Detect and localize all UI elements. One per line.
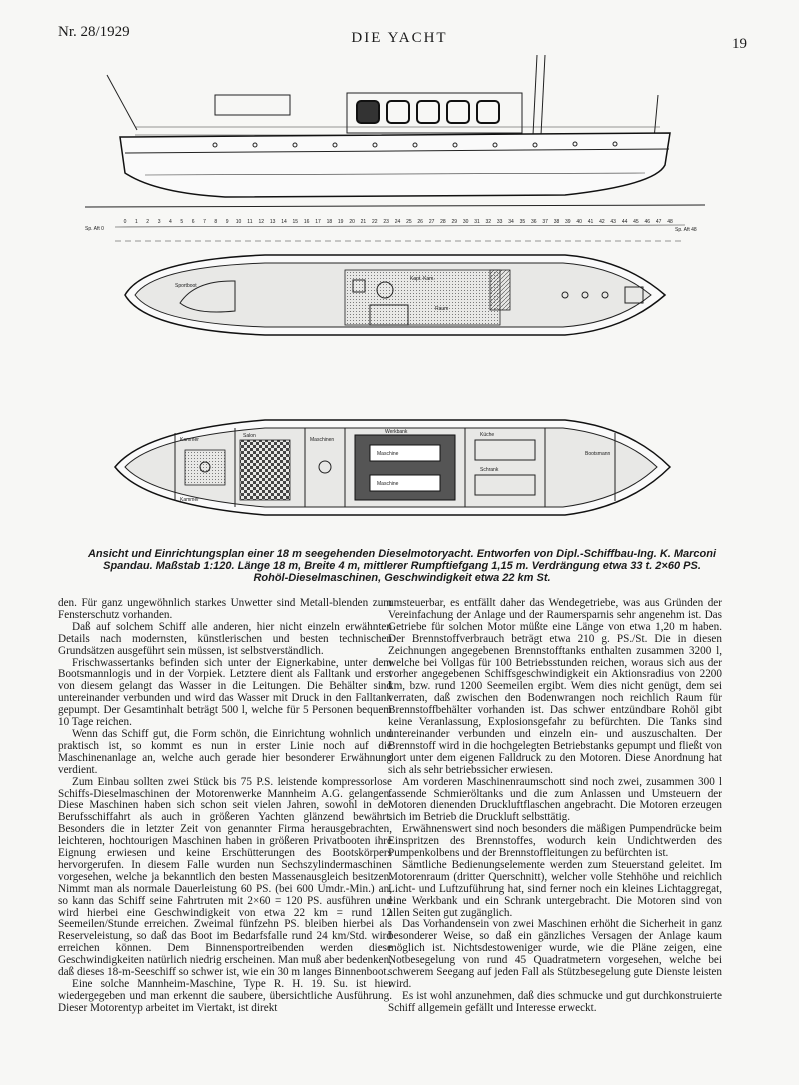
station-number: 37 — [542, 219, 548, 225]
paragraph: Wenn das Schiff gut, die Form schön, die Einrichtung wohnlich und praktisch ist, so kommt es nun in erster Linie noch auf die Maschinenanlage an, welche auch gerade hier besonderer Erwähnung verdient. — [58, 727, 392, 776]
station-number: 25 — [406, 219, 412, 225]
deck-label-2: Raum — [435, 306, 449, 312]
ship-drawing — [85, 55, 705, 550]
station-number: 41 — [587, 219, 594, 225]
station-number: 13 — [269, 219, 276, 225]
station-number: 21 — [360, 219, 367, 225]
station-number: 11 — [247, 219, 253, 225]
station-number: 45 — [633, 219, 639, 225]
station-number: 18 — [326, 219, 333, 225]
issue-number: Nr. 28/1929 — [58, 24, 130, 40]
lower-label-10: Schrank — [480, 467, 499, 473]
lower-label-4: Salon — [243, 433, 256, 439]
paragraph: Erwähnenswert sind noch besonders die mäßigen Pumpendrücke beim Einspritzen des Brennstoffes, wodurch kein Undichtwerden des Pumpenkolbens und der Brennstoffleitungen zu befürchten ist. — [388, 823, 722, 860]
station-number: 5 — [180, 219, 184, 225]
station-number: 36 — [531, 219, 537, 225]
station-number: 17 — [315, 219, 321, 225]
text-column-left — [58, 598, 392, 1015]
station-number: 48 — [667, 219, 673, 225]
deck-label-1: Kapt. Kam. — [410, 276, 435, 282]
paragraph: Am vorderen Maschinenraumschott sind noch zwei, zusammen 300 l fassende Schmieröltanks und die zum Anlassen und Umsteuern der Motoren dienenden Druckluftflaschen angebracht. Die Motoren erzeugen sich im Betrieb die Druckluft selbsttätig. — [388, 775, 722, 824]
lower-label-1: Kammer — [180, 437, 199, 443]
lower-label-8: Bootsmann — [585, 451, 611, 457]
side-elevation — [85, 55, 705, 241]
station-number: 22 — [372, 219, 378, 225]
station-number: 34 — [508, 219, 514, 225]
station-number: 29 — [451, 219, 458, 225]
station-number: 42 — [599, 219, 605, 225]
station-number: 28 — [440, 219, 446, 225]
station-number: 9 — [225, 219, 229, 225]
paragraph: umsteuerbar, es entfällt daher das Wendegetriebe, was aus Gründen der Vereinfachung der Anlage und der Raumersparnis sehr angenehm ist. Das Getriebe für solchen Motor müßte eine Länge von etwa 1,20 m haben. Der Brennstoffverbrauch beträgt etwa 210 g. PS./St. Die in diesen Zeichnungen angegebenen Brennstofftanks enthalten zusammen 3200 l, welche bei Vollgas für 100 Betriebsstunden reichen, woraus sich aus der vorher angegebenen Schiffsgeschwindigkeit ein Aktionsradius von 2200 km, bzw. rund 1200 Seemeilen ergibt. Wem dies nicht genügt, dem sei verraten, daß zwischen den Bodenwrangen noch reichlich Raum für Brennstoffbehälter vorhanden ist. Das schwer entzündbare Rohöl gibt keine Veranlassung, Explosionsgefahr zu befürchten. Die Tanks sind untereinander verbunden und einzeln ein- und auszuschalten. Der Brennstoff wird in die hochgelegten Betriebstanks gepumpt und fließt von dort unter dem eigenen Falldruck zu den Motoren. Diese Anordnung hat sich als sehr betriebssicher erwiesen. — [388, 597, 722, 776]
caption-line-2: Spandau. Maßstab 1:120. Länge 18 m, Breite 4 m, mittlerer Rumpftiefgang 1,15 m. Verdrängung etwa 33 t. 2×60 PS. — [103, 560, 701, 572]
figure-caption — [62, 548, 742, 584]
lower-label-3: Maschinen — [310, 437, 335, 443]
station-number: 40 — [576, 219, 582, 225]
station-label-aft: Sp. Aft 0 — [85, 226, 104, 232]
paragraph: Das Vorhandensein von zwei Maschinen erhöht die Sicherheit in ganz besonderer Weise, so daß ein gänzliches Versagen der Anlage kaum möglich ist. Nichtsdestoweniger wurde, wie die Pläne zeigen, eine Notbesegelung von rund 45 Quadratmetern vorgesehen, welche bei schwerem Seegang auf jeden Fall als Stützbesegelung gute Dienste leisten wird. — [388, 918, 722, 990]
station-number: 10 — [235, 219, 242, 225]
caption-line-1: Ansicht und Einrichtungsplan einer 18 m seegehenden Dieselmotoryacht. Entworfen von Dipl.-Schiffbau-Ing. K. Marconi — [87, 548, 717, 560]
station-number: 26 — [417, 219, 423, 225]
station-number: 47 — [655, 219, 662, 225]
paragraph: Es ist wohl anzunehmen, daß dies schmucke und gut durchkonstruierte Schiff allgemein gefällt und Interesse erweckt. — [388, 989, 722, 1014]
station-number: 16 — [303, 219, 310, 225]
station-number: 3 — [157, 219, 161, 225]
station-label-fwd: Sp. Aft 48 — [675, 227, 697, 233]
station-number: 15 — [292, 219, 299, 225]
station-number: 2 — [146, 219, 150, 225]
lower-label-9: Küche — [480, 432, 495, 438]
station-number: 33 — [496, 219, 503, 225]
station-number: 20 — [349, 219, 355, 225]
lower-label-2: Kammer — [180, 497, 199, 503]
ship-plan-svg — [85, 55, 705, 545]
station-number: 35 — [519, 219, 526, 225]
station-number: 39 — [565, 219, 571, 225]
paragraph: Frischwassertanks befinden sich unter der Eignerkabine, unter dem Bootsmannlogis und in der Vorpiek. Letztere dient als Falltank und erst von diesem gelangt das Wasser in die Leitungen. Die Behälter sind untereinander verbunden und wird das Wasser mit Druck in den Falltank gepumpt. Der Gesamtinhalt beträgt 500 l, welche für 5 Personen bequem 10 Tage reichen. — [58, 656, 392, 729]
lower-label-5: Maschine — [377, 451, 399, 457]
station-number: 30 — [462, 219, 469, 225]
page-number: 19 — [732, 36, 747, 52]
station-number: 23 — [383, 219, 389, 225]
lower-label-6: Maschine — [377, 481, 399, 487]
paragraph: Daß auf solchem Schiff alle anderen, hier nicht einzeln erwähnten Details nach modernsten, künstlerischen und besten technischen Grundsätzen ausgeführt sein müssen, ist selbstverständlich. — [58, 620, 392, 657]
station-number: 38 — [553, 219, 560, 225]
station-number: 44 — [621, 219, 628, 225]
station-number: 14 — [281, 219, 287, 225]
station-number: 43 — [610, 219, 616, 225]
station-number: 12 — [258, 219, 265, 225]
paragraph: Sämtliche Bedienungselemente werden zum Steuerstand geleitet. Im Motorenraum (dritter Querschnitt), welcher volle Stehhöhe und reichlich Licht- und Luftzuführung hat, sind ferner noch ein kleines Lichtaggregat, eine Werkbank und ein Schrank untergebracht. Die Motoren sind von allen Seiten gut zugänglich. — [388, 858, 722, 919]
lower-deck-plan — [115, 420, 670, 515]
station-number: 0 — [123, 219, 127, 225]
paragraph: den. Für ganz ungewöhnlich starkes Unwetter sind Metall-blenden zum Fensterschutz vorhanden. — [58, 597, 392, 621]
station-number: 24 — [394, 219, 401, 225]
text-column-right — [388, 598, 722, 1015]
journal-title: DIE YACHT — [351, 30, 448, 46]
station-number: 1 — [135, 219, 138, 225]
station-number: 6 — [191, 219, 195, 225]
station-number: 31 — [474, 219, 480, 225]
station-number: 27 — [428, 219, 435, 225]
deck-plan — [125, 255, 665, 335]
deck-label-3: Sportboot — [175, 283, 197, 289]
paragraph: Zum Einbau sollten zwei Stück bis 75 P.S. leistende kompressorlose Schiffs-Dieselmaschinen der Motorenwerke Mannheim A.G. gelangen. Diese Maschinen haben sich schon seit vielen Jahren, sowohl in der Berufsschiffahrt als auch in größeren Yachten glänzend bewährt. Besonders die in letzter Zeit von genannter Firma herausgebrachten, leichteren, hochtourigen Maschinen haben in größeren Privatbooten ihre Eignung erwiesen und keine Erschütterungen des Bootskörpers hervorgerufen. In diesem Falle wurden nun Sechszylindermaschinen vorgesehen, welche ja bekanntlich den besten Massenausgleich besitzen. Nimmt man als normale Dauerleistung 60 PS. (bei 600 Umdr.-Min.) an, so kann das Schiff seine Fahrtruten mit 2×60 = 120 PS. ausführen und wird hierbei eine Geschwindigkeit von etwa 22 km = rund 12 Seemeilen/Stunde erreichen. Zweimal fünfzehn PS. bleiben hierbei als Reserveleistung, so daß das Boot im Bedarfsfalle rund 24 km/Std. wird erreichen können. Dem Binnensportreibenden werden diese Geschwindigkeiten natürlich niedrig erscheinen. Man muß aber bedenken, daß dieses 18-m-Seeschiff so schwer ist, wie ein 30 m langes Binnenboot. — [58, 775, 392, 979]
station-number: 32 — [485, 219, 492, 225]
paragraph: Eine solche Mannheim-Maschine, Type R. H. 19. Su. ist hier wiedergegeben und man erkennt die saubere, übersichtliche Ausführung. Dieser Motorentyp arbeitet im Viertakt, ist direkt — [58, 978, 392, 1014]
station-number: 8 — [214, 219, 218, 225]
lower-label-7: Werkbank — [385, 429, 408, 435]
station-number: 7 — [203, 219, 206, 225]
station-number: 46 — [644, 219, 651, 225]
station-number: 4 — [169, 219, 172, 225]
caption-line-3: Rohöl-Dieselmaschinen, Geschwindigkeit etwa 22 km St. — [253, 572, 551, 584]
station-number: 19 — [337, 219, 344, 225]
